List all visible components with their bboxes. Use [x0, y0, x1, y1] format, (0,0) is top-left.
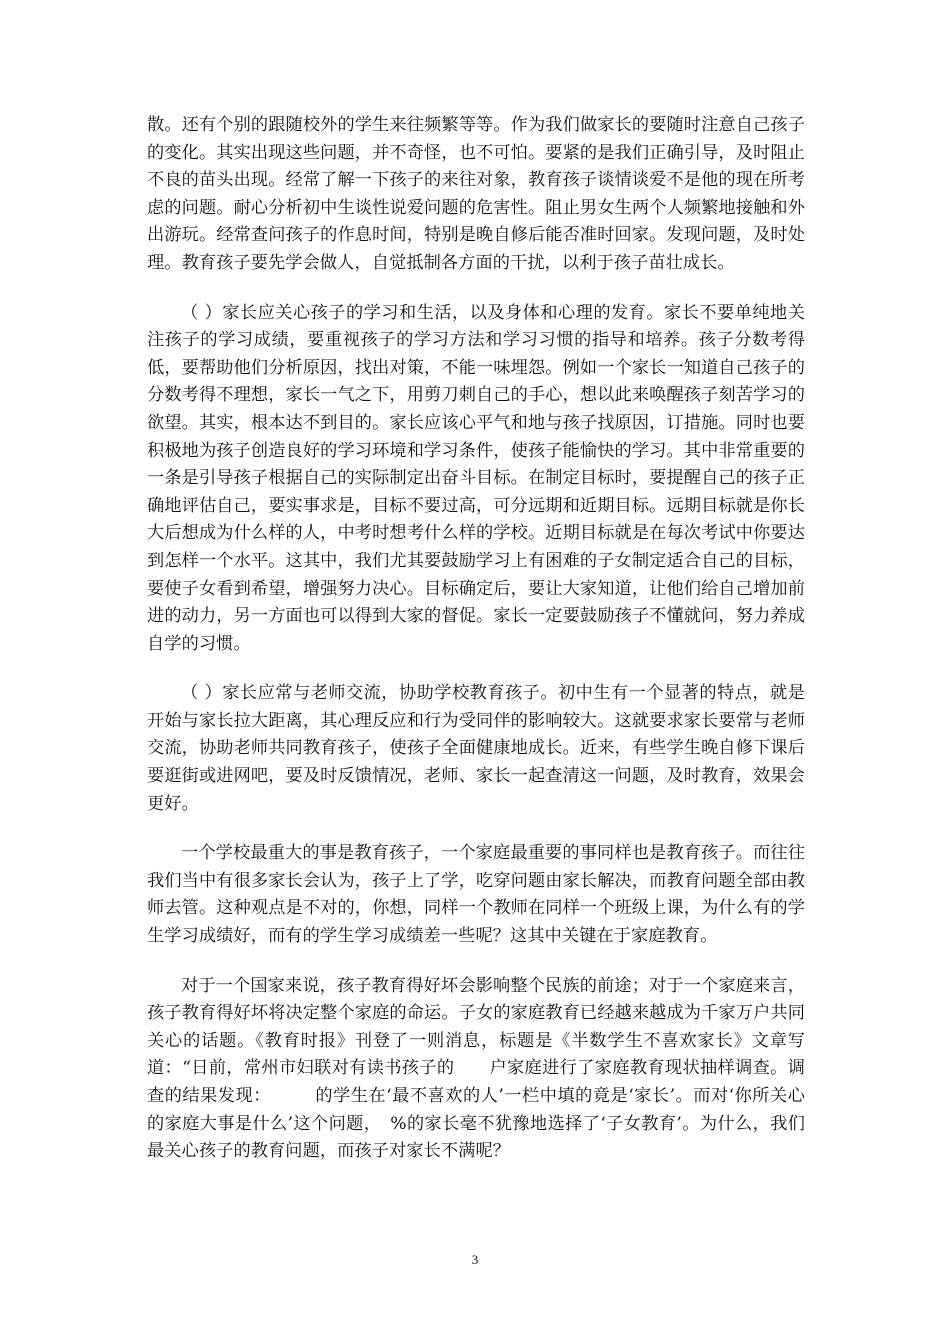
paragraph-teacher-communication: （ ）家长应常与老师交流，协助学校教育孩子。初中生有一个显著的特点，就是开始与家长拉大距离，其心理反应和行为受同伴的影响较大。这就要求家长要常与老师交流，协助老师共同教育孩子，使孩子全面健康地成长。近来，有些学生晚自修下课后要逛街或进网吧，要及时反馈情况，老师、家长一起查清这一问题，及时教育，效果会更好。: [147, 683, 805, 814]
page-number: 3: [471, 1252, 479, 1267]
paragraph-continuation: 散。还有个别的跟随校外的学生来往频繁等等。作为我们做家长的要随时注意自己孩子的变化。其实出现这些问题，并不奇怪，也不可怕。要紧的是我们正确引导，及时阻止不良的苗头出现。经常了解一下孩子的来往对象，教育孩子谈情谈爱不是他的现在所考虑的问题。耐心分析初中生谈性说爱问题的危害性。阻止男女生两个人频繁地接触和外出游玩。经常查问孩子的作息时间，特别是晚自修后能否准时回家。发现问题，及时处理。教育孩子要先学会做人，自觉抵制各方面的干扰，以利于孩子苗壮成长。: [147, 115, 805, 273]
paragraph-national-and-family: 对于一个国家来说，孩子教育得好坏会影响整个民族的前途；对于一个家庭来言，孩子教育得好坏将决定整个家庭的命运。子女的家庭教育已经越来越成为千家万户共同关心的话题。《教育时报》刊登了一则消息，标题是《半数学生不喜欢家长》文章写道：“日前，常州市妇联对有读书孩子的 户家庭进行了家庭教育现状抽样调查。调查的结果发现： 的学生在‘最不喜欢的人’一栏中填的竟是‘家长’。而对‘你所关心的家庭大事是什么’这个问题， %的家长毫不犹豫地选择了‘子女教育’。为什么，我们最关心孩子的教育问题，而孩子对家长不满呢？: [147, 975, 805, 1162]
paragraph-learning-and-life: （ ）家长应关心孩子的学习和生活，以及身体和心理的发育。家长不要单纯地关注孩子的学习成绩，要重视孩子的学习方法和学习习惯的指导和培养。孩子分数考得低，要帮助他们分析原因，找出对策，不能一味埋怨。例如一个家长一知道自己孩子的分数考得不理想，家长一气之下，用剪刀刺自己的手心，想以此来唤醒孩子刻苦学习的欲望。其实，根本达不到目的。家长应该心平气和地与孩子找原因，订措施。同时也要积极地为孩子创造良好的学习环境和学习条件，使孩子能愉快的学习。其中非常重要的一条是引导孩子根据自己的实际制定出奋斗目标。在制定目标时，要提醒自己的孩子正确地评估自己，要实事求是，目标不要过高，可分远期和近期目标。远期目标就是你长大后想成为什么样的人，中考时想考什么样的学校。近期目标就是在每次考试中你要达到怎样一个水平。这其中，我们尤其要鼓励学习上有困难的子女制定适合自己的目标，要使子女看到希望，增强努力决心。目标确定后，要让大家知道，让他们给自己增加前进的动力，另一方面也可以得到大家的督促。家长一定要鼓励孩子不懂就问，努力养成自学的习惯。: [147, 302, 805, 654]
document-body: [147, 112, 805, 1188]
paragraph-school-and-family: 一个学校最重大的事是教育孩子，一个家庭最重要的事同样也是教育孩子。而往往我们当中有很多家长会认为，孩子上了学，吃穿问题由家长解决，而教育问题全部由教师去管。这种观点是不对的，你想，同样一个教师在同样一个班级上课，为什么有的学生学习成绩好，而有的学生学习成绩差一些呢？这其中关键在于家庭教育。: [147, 843, 805, 947]
